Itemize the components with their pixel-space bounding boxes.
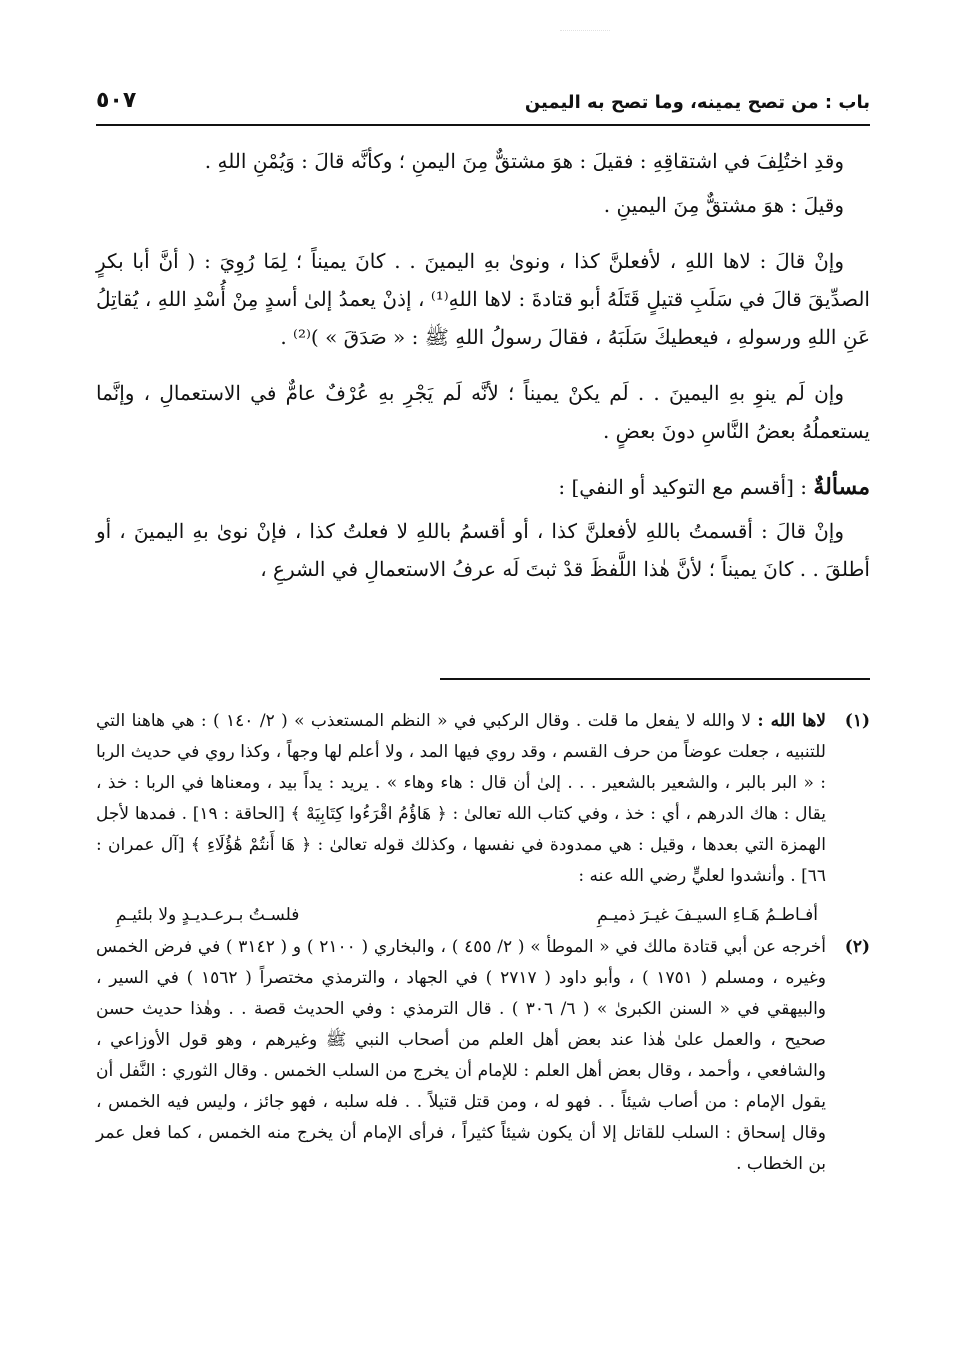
footnote-number: (١) (844, 711, 870, 731)
page-number: ٥٠٧ (96, 88, 137, 113)
footnote-body (96, 706, 826, 892)
body-paragraph: وإنْ قالَ : لاها اللهِ ، لأفعلنَّ كذا ، ونوىٰ بهِ اليمينَ . . كانَ يميناً ؛ لِمَا رُوِيَ : ( أنَّ أبا بكرٍ الصدِّيقَ قالَ في سَلَبِ قتيلٍ قَتَلَهُ أبو قتادةَ : لاها اللهِ⁽¹⁾ ، إذنْ يعمدُ إلىٰ أسدٍ مِنْ أُسْدِ اللهِ ، يُقاتِلُ عَنِ اللهِ ورسولهِ ، فيعطيكَ سَلَبَهُ ، فقالَ رسولُ اللهِ ﷺ : « صَدَقَ » )⁽²⁾ . (96, 249, 870, 349)
verse-second-hemistich: فلسـتُ بـرعـديـدٍ ولا بلئيـمِ (116, 905, 300, 925)
footnote-2 (96, 932, 870, 1180)
poetry-verse (96, 896, 870, 932)
running-header (96, 84, 870, 126)
footnote-text: لا والله لا يفعل ما قلت . وقال الركبي في « النظم المستعذب » ( ٢/ ١٤٠ ) : هي هاهنا التي للتنبيه ، جعلت عوضاً من حرف القسم ، وقد روي فيها المد ، ولا أعلم لها وجهاً ، وكذا روي في حديث الربا : « البر بالبر ، والشعير بالشعير . . . إلىٰ أن قال : هاء وهاء » . يريد : يداً بيد ، ومعناها في الربا : خذ ، يقال : هاك الدرهم ، أي : خذ ، وفي كتاب الله تعالىٰ : ﴿ هَاؤُمُ اقْرَءُوا كِتَابِيَهْ ﴾ [الحاقة : ١٩] . فمدها لأجل الهمزة التي بعدها ، وقيل : هي ممدودة في نفسها ، وكذلك قوله تعالىٰ : ﴿ هَا أَنتُمْ هَٰؤُلَاءِ ﴾ [آل عمران : ٦٦] . وأنشدوا لعليٍّ رضي الله عنه : (96, 711, 826, 886)
footnote-1 (96, 706, 870, 892)
issue-label: مسألةٌ (813, 474, 870, 500)
issue-title: : [أقسم مع التوكيد أو النفي] : (558, 475, 808, 499)
footnote-lead: لاها الله : (757, 711, 826, 731)
main-text (96, 142, 870, 606)
chapter-title: باب : من تصح يمينه، وما تصح به اليمين (524, 92, 870, 113)
scan-speck (560, 30, 610, 33)
footnote-number: (٢) (844, 937, 870, 957)
verse-first-hemistich: أفـاطـمُ هَـاءِ السيـفَ غيـرَ ذميـمِ (597, 905, 818, 925)
footnotes (96, 706, 870, 1184)
issue-heading (96, 468, 870, 506)
footnote-separator (440, 678, 870, 680)
footnote-body (96, 932, 826, 1180)
issue-paragraph: وإنْ قالَ : أقسمتُ باللهِ لأفعلنَّ كذا ، أو أقسمُ باللهِ لا فعلتُ كذا ، فإنْ نوىٰ بهِ اليمينَ ، أو أطلقَ . . كانَ يميناً ؛ لأنَّ هٰذا اللَّفظَ قدْ ثبتَ لَه عرفُ الاستعمالِ في الشرعِ ، (96, 519, 870, 581)
footnote-text: أخرجه عن أبي قتادة مالك في « الموطأ » ( ٢/ ٤٥٥ ) ، والبخاري ( ٢١٠٠ ) و ( ٣١٤٢ ) في فرض الخمس وغيره ، ومسلم ( ١٧٥١ ) ، وأبو داود ( ٢٧١٧ ) في الجهاد ، والترمذي مختصراً ( ١٥٦٢ ) في السير ، والبيهقي في « السنن الكبرىٰ » ( ٦/ ٣٠٦ ) . قال الترمذي : وفي الحديث قصة . . وهٰذا حديث حسن صحيح ، والعمل علىٰ هٰذا عند بعض أهل العلم من أصحاب النبي ﷺ وغيرهم ، وهو قول الأوزاعي ، والشافعي ، وأحمد ، وقال بعض أهل العلم : للإمام أن يخرج من السلب الخمس . وقال الثوري : النَّفل أن يقول الإمام : من أصاب شيئاً . . فهو له ، ومن قتل قتيلاً . . فله سلبه ، فهو جائز ، وليس فيه الخمس ، وقال إسحاق : السلب للقاتل إلا أن يكون شيئاً كثيراً ، فرأى الإمام أن يخرج منه الخمس ، كما فعل عمر بن الخطاب . (96, 937, 827, 1174)
body-paragraph: وقدِ اختُلِفَ في اشتقاقِهِ : فقيلَ : هوَ مشتقٌّ مِنَ اليمنِ ؛ وكأنَّه قالَ : وَيُمْنِ اللهِ . (204, 149, 844, 173)
body-paragraph: وإن لَم ينوِ بهِ اليمينَ . . لَم يكنْ يميناً ؛ لأنَّه لَم يَجْرِ بهِ عُرْفٌ عامٌّ في الاستعمالِ ، وإنَّما يستعملُهُ بعضُ النَّاسِ دونَ بعضٍ . (96, 381, 870, 443)
body-paragraph: وقيلَ : هوَ مشتقٌّ مِنَ اليمينِ . (603, 193, 844, 217)
